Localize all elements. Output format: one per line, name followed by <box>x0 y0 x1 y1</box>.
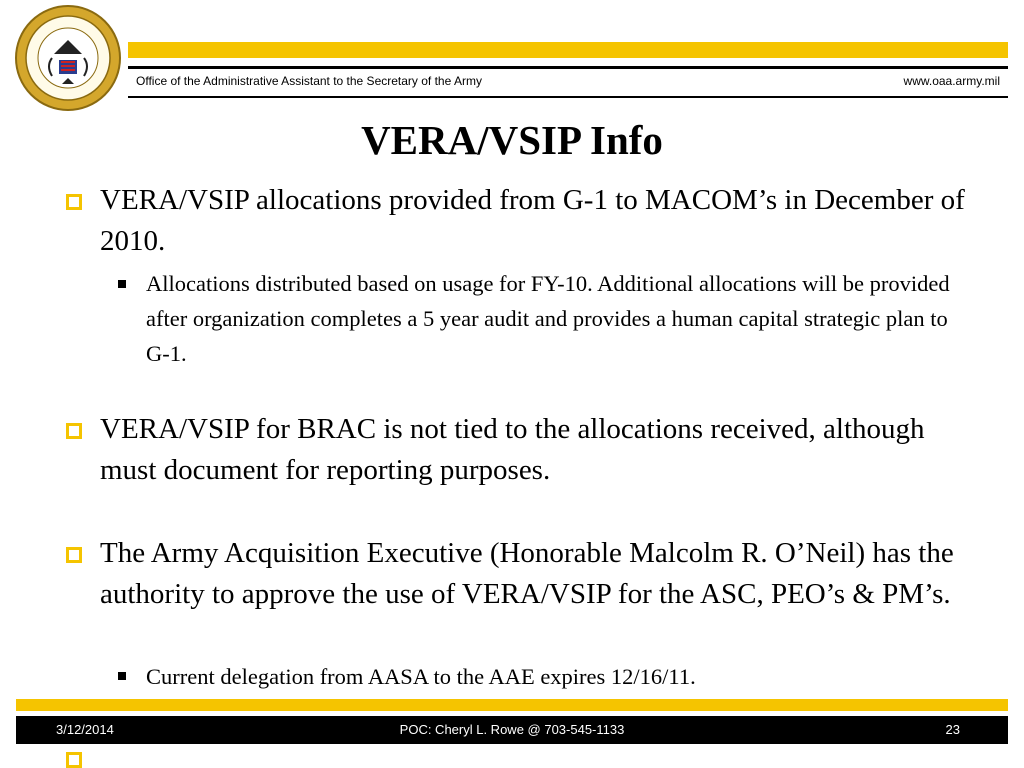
footer-page-number: 23 <box>945 722 960 737</box>
footer-date: 3/12/2014 <box>56 722 114 737</box>
header-rule <box>128 66 1008 69</box>
header-accent-bar <box>128 42 1008 58</box>
bullet-item: The Army Acquisition Executive (Honorable Malcolm R. O’Neil) has the authority to approve the use of VERA/VSIP for the ASC, PEO’s & PM’s. <box>100 537 954 610</box>
bullet-marker <box>66 752 82 768</box>
subbullet-item: Allocations distributed based on usage for FY-10. Additional allocations will be provided after organization completes a 5 year audit and provides a human capital strategic plan to G-1. <box>146 271 950 366</box>
bullet-marker <box>66 423 82 439</box>
footer-accent-bar <box>16 699 1008 711</box>
bullet-marker <box>66 194 82 210</box>
header-rule-bottom <box>128 96 1008 98</box>
subbullet-marker <box>118 672 126 680</box>
header-office-name: Office of the Administrative Assistant to the Secretary of the Army <box>136 74 482 88</box>
subbullet-marker <box>118 280 126 288</box>
footer-poc: POC: Cheryl L. Rowe @ 703-545-1133 <box>399 722 625 737</box>
bullet-item: VERA/VSIP allocations provided from G-1 to MACOM’s in December of 2010. <box>100 184 965 257</box>
header-website: www.oaa.army.mil <box>903 74 1000 88</box>
bullet-marker <box>66 547 82 563</box>
slide-title: VERA/VSIP Info <box>361 117 663 163</box>
army-seal-logo <box>14 4 122 112</box>
subbullet-item: Current delegation from AASA to the AAE expires 12/16/11. <box>146 664 696 689</box>
bullet-item: VERA/VSIP for BRAC is not tied to the allocations received, although must document for reporting purposes. <box>100 413 925 486</box>
